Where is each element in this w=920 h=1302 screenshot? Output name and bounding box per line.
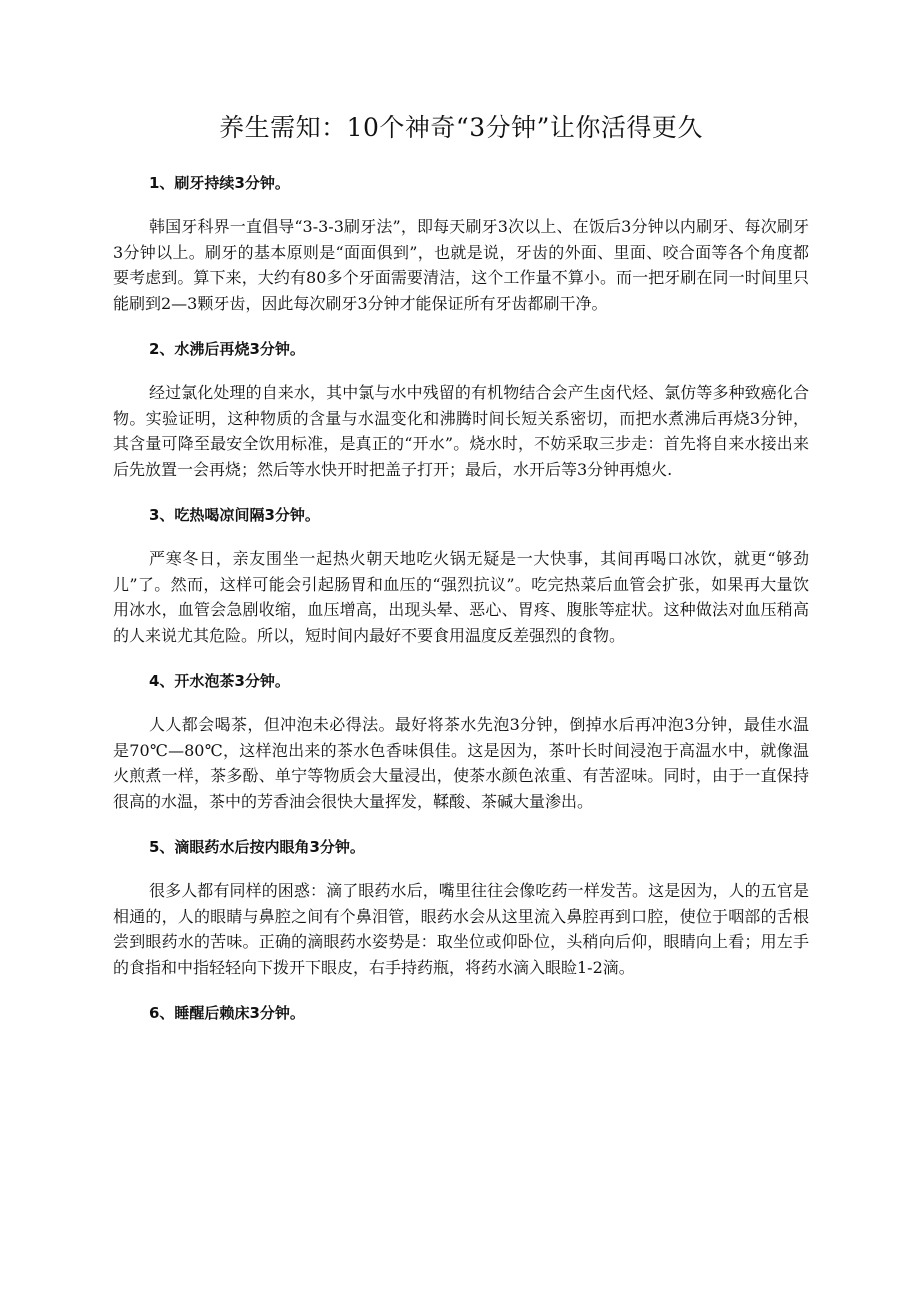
section-2 bbox=[113, 338, 809, 482]
section-heading: 5、滴眼药水后按内眼角3分钟。 bbox=[149, 838, 365, 856]
section-body: 经过氯化处理的自来水，其中氯与水中残留的有机物结合会产生卤代烃、氯仿等多种致癌化合物。实验证明，这种物质的含量与水温变化和沸腾时间长短关系密切，而把水煮沸后再烧3分钟，其含量可降至最安全饮用标准，是真正的“开水”。烧水时，不妨采取三步走：首先将自来水接出来后先放置一会再烧；然后等水快开时把盖子打开；最后，水开后等3分钟再熄火. bbox=[113, 383, 809, 479]
document-page bbox=[113, 108, 809, 1046]
section-body: 韩国牙科界一直倡导“3-3-3刷牙法”，即每天刷牙3次以上、在饭后3分钟以内刷牙、每次刷牙3分钟以上。刷牙的基本原则是“面面俱到”，也就是说，牙齿的外面、里面、咬合面等各个角度都要考虑到。算下来，大约有80多个牙面需要清洁，这个工作量不算小。而一把牙刷在同一时间里只能刷到2—3颗牙齿，因此每次刷牙3分钟才能保证所有牙齿都刷干净。 bbox=[113, 217, 809, 313]
section-heading: 6、睡醒后赖床3分钟。 bbox=[149, 1004, 305, 1022]
section-5 bbox=[113, 836, 809, 980]
section-heading: 4、开水泡茶3分钟。 bbox=[149, 672, 290, 690]
document-title: 养生需知：10个神奇“3分钟”让你活得更久 bbox=[219, 113, 703, 142]
section-body: 严寒冬日，亲友围坐一起热火朝天地吃火锅无疑是一大快事，其间再喝口冰饮，就更“够劲儿”了。然而，这样可能会引起肠胃和血压的“强烈抗议”。吃完热菜后血管会扩张，如果再大量饮用冰水，血管会急剧收缩，血压增高，出现头晕、恶心、胃疼、腹胀等症状。这种做法对血压稍高的人来说尤其危险。所以，短时间内最好不要食用温度反差强烈的食物。 bbox=[113, 549, 809, 645]
section-body: 人人都会喝茶，但冲泡未必得法。最好将茶水先泡3分钟，倒掉水后再冲泡3分钟，最佳水温是70℃—80℃，这样泡出来的茶水色香味俱佳。这是因为，茶叶长时间浸泡于高温水中，就像温火煎煮一样，茶多酚、单宁等物质会大量浸出，使茶水颜色浓重、有苦涩味。同时，由于一直保持很高的水温，茶中的芳香油会很快大量挥发，鞣酸、茶碱大量渗出。 bbox=[113, 715, 809, 811]
section-heading: 1、刷牙持续3分钟。 bbox=[149, 174, 290, 192]
section-6 bbox=[113, 1002, 809, 1024]
section-3 bbox=[113, 504, 809, 648]
section-body: 很多人都有同样的困惑：滴了眼药水后，嘴里往往会像吃药一样发苦。这是因为，人的五官是相通的，人的眼睛与鼻腔之间有个鼻泪管，眼药水会从这里流入鼻腔再到口腔，使位于咽部的舌根尝到眼药水的苦味。正确的滴眼药水姿势是：取坐位或仰卧位，头稍向后仰，眼睛向上看；用左手的食指和中指轻轻向下拨开下眼皮，右手持药瓶，将药水滴入眼睑1-2滴。 bbox=[113, 881, 809, 977]
section-1 bbox=[113, 172, 809, 316]
section-heading: 3、吃热喝凉间隔3分钟。 bbox=[149, 506, 320, 524]
section-heading: 2、水沸后再烧3分钟。 bbox=[149, 340, 305, 358]
section-4 bbox=[113, 670, 809, 814]
